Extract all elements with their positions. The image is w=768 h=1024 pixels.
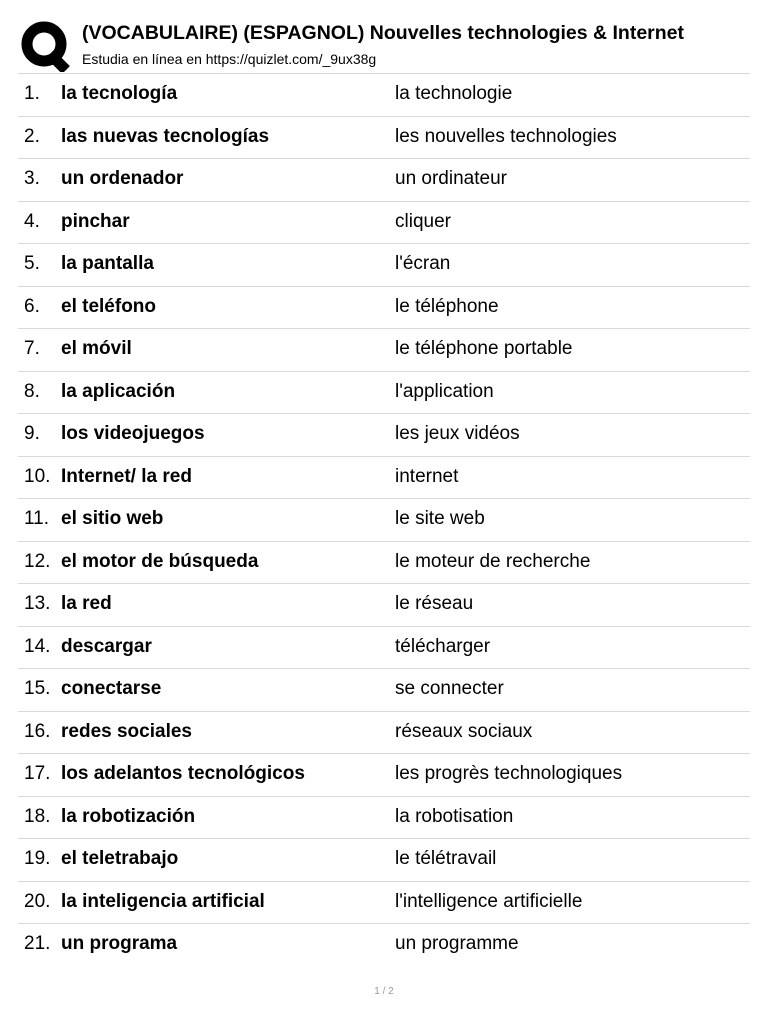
spanish-term: la inteligencia artificial <box>61 890 265 912</box>
spanish-term: la red <box>61 593 112 614</box>
spanish-term: pinchar <box>61 210 130 232</box>
list-item <box>18 881 750 924</box>
item-number: 15. <box>24 678 51 699</box>
french-definition: l'écran <box>395 253 451 274</box>
item-number: 3. <box>24 168 40 189</box>
spanish-term: los adelantos tecnológicos <box>61 763 305 784</box>
spanish-term: la robotización <box>61 805 196 827</box>
list-item <box>18 73 750 116</box>
item-number: 7. <box>24 338 40 359</box>
list-item <box>18 413 750 456</box>
spanish-term: los videojuegos <box>61 423 205 444</box>
list-item <box>18 711 750 754</box>
list-item <box>18 201 750 244</box>
french-definition: l'application <box>395 380 494 402</box>
list-item <box>18 158 750 201</box>
spanish-term: el motor de búsqueda <box>61 550 259 572</box>
french-definition: réseaux sociaux <box>395 720 533 742</box>
list-item <box>18 286 750 329</box>
spanish-term: un ordenador <box>61 168 184 189</box>
list-item <box>18 116 750 159</box>
french-definition: se connecter <box>395 678 504 699</box>
french-definition: internet <box>395 465 459 487</box>
french-definition: le réseau <box>395 593 474 614</box>
spanish-term: la pantalla <box>61 253 154 274</box>
spanish-term: conectarse <box>61 678 162 699</box>
item-number: 4. <box>24 210 40 232</box>
list-item <box>18 626 750 669</box>
spanish-term: el teléfono <box>61 295 157 317</box>
list-item <box>18 541 750 584</box>
spanish-term: el teletrabajo <box>61 848 179 869</box>
french-definition: télécharger <box>395 635 491 657</box>
item-number: 6. <box>24 295 40 317</box>
spanish-term: la aplicación <box>61 380 176 402</box>
list-item <box>18 583 750 626</box>
item-number: 10. <box>24 465 51 487</box>
french-definition: les progrès technologiques <box>395 763 623 784</box>
list-item <box>18 456 750 499</box>
item-number: 11. <box>24 508 50 529</box>
item-number: 21. <box>24 933 51 954</box>
french-definition: un ordinateur <box>395 168 507 189</box>
item-number: 2. <box>24 125 40 147</box>
list-item <box>18 796 750 839</box>
list-item <box>18 371 750 414</box>
spanish-term: el móvil <box>61 338 132 359</box>
quizlet-q-logo-icon <box>20 20 70 72</box>
french-definition: l'intelligence artificielle <box>395 890 583 912</box>
page-title: (VOCABULAIRE) (ESPAGNOL) Nouvelles technologies & Internet <box>82 22 685 44</box>
item-number: 14. <box>24 635 51 657</box>
french-definition: les jeux vidéos <box>395 423 520 444</box>
list-item <box>18 753 750 796</box>
list-item <box>18 498 750 541</box>
spanish-term: un programa <box>61 933 178 954</box>
item-number: 5. <box>24 253 40 274</box>
list-item <box>18 838 750 881</box>
list-item <box>18 328 750 371</box>
page-header <box>0 0 768 74</box>
page-indicator: 1 / 2 <box>374 986 394 997</box>
french-definition: le site web <box>395 508 485 529</box>
item-number: 17. <box>24 763 51 784</box>
french-definition: cliquer <box>395 210 451 232</box>
list-item <box>18 243 750 286</box>
vocabulary-list <box>18 73 750 966</box>
spanish-term: descargar <box>61 635 152 657</box>
french-definition: la robotisation <box>395 805 514 827</box>
item-number: 13. <box>24 593 51 614</box>
list-item <box>18 668 750 711</box>
list-item <box>18 923 750 966</box>
study-link-text: Estudia en línea en https://quizlet.com/_9ux38g <box>82 51 377 67</box>
item-number: 1. <box>24 83 40 104</box>
item-number: 16. <box>24 720 51 742</box>
item-number: 9. <box>24 423 40 444</box>
spanish-term: la tecnología <box>61 83 178 104</box>
french-definition: les nouvelles technologies <box>395 125 617 147</box>
spanish-term: el sitio web <box>61 508 164 529</box>
item-number: 20. <box>24 890 51 912</box>
french-definition: le téléphone <box>395 295 499 317</box>
spanish-term: redes sociales <box>61 720 192 742</box>
spanish-term: Internet/ la red <box>61 465 192 487</box>
french-definition: le téléphone portable <box>395 338 573 359</box>
french-definition: la technologie <box>395 83 513 104</box>
french-definition: le télétravail <box>395 848 497 869</box>
item-number: 12. <box>24 550 51 572</box>
item-number: 19. <box>24 848 51 869</box>
item-number: 18. <box>24 805 51 827</box>
french-definition: le moteur de recherche <box>395 550 591 572</box>
spanish-term: las nuevas tecnologías <box>61 125 270 147</box>
item-number: 8. <box>24 380 40 402</box>
french-definition: un programme <box>395 933 519 954</box>
